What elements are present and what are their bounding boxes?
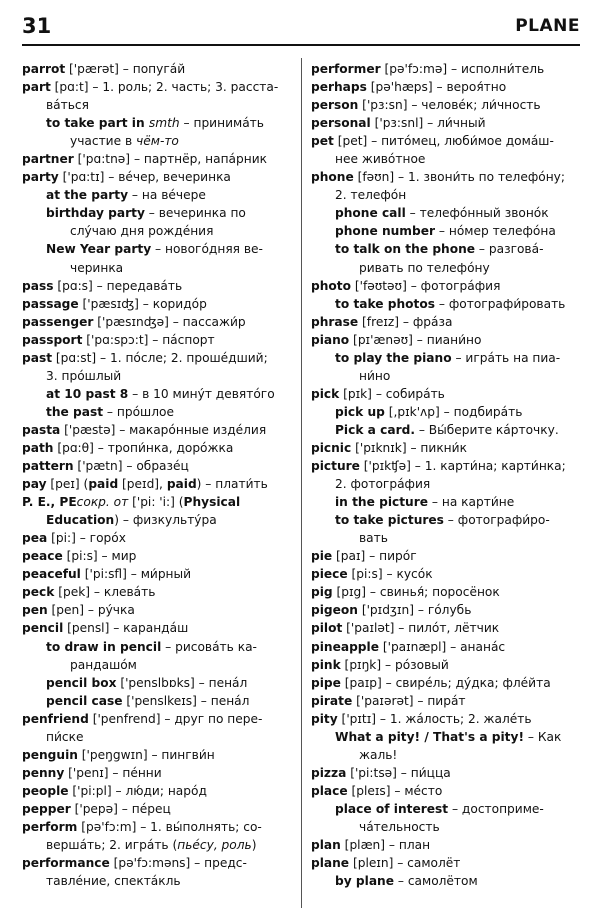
continuation-line: ни́но bbox=[359, 368, 391, 383]
page-header bbox=[22, 14, 580, 46]
entry-line: pea [pi:] – горóх bbox=[22, 531, 126, 546]
column-divider bbox=[301, 58, 302, 908]
entry-line: pet [pet] – питóмец, люби́мое домáш- bbox=[311, 134, 554, 149]
entry-line: picnic ['pɪknɪk] – пикни́к bbox=[311, 440, 467, 455]
entry-line: plane [pleɪn] – самолёт bbox=[311, 856, 461, 871]
entry-line: pencil [pensl] – карандáш bbox=[22, 621, 189, 636]
entry-line: person ['pɜ:sn] – человéк; ли́чность bbox=[311, 98, 541, 113]
continuation-line: нее живóтное bbox=[335, 152, 426, 167]
continuation-line: чáтельность bbox=[359, 819, 440, 834]
subentry-line: to take part in smth – принимáть bbox=[46, 116, 264, 131]
entry-line: parrot ['pærət] – попугáй bbox=[22, 62, 186, 76]
subentry-line: to draw in pencil – рисовáть ка- bbox=[46, 639, 257, 654]
subentry-line: by plane – самолётом bbox=[335, 874, 478, 889]
continuation-line: 2. фотогрáфия bbox=[335, 477, 431, 492]
entry-line: partner ['pɑ:tnə] – партнёр, напáрник bbox=[22, 152, 267, 167]
subentry-line: pencil case ['penslkeɪs] – пенáл bbox=[46, 693, 250, 708]
subentry-line: New Year party – новогóдняя ве- bbox=[46, 242, 263, 257]
entry-line: pattern ['pætn] – образéц bbox=[22, 459, 189, 474]
entry-line: pasta ['pæstə] – макарóнные издéлия bbox=[22, 422, 267, 437]
entry-line: picture ['pɪkʧə] – 1. карти́на; карти́нка; bbox=[311, 459, 566, 474]
entry-line: pie [paɪ] – пирóг bbox=[311, 549, 417, 564]
subentry-line: place of interest – достоприме- bbox=[335, 801, 544, 816]
entry-line: part [pɑ:t] – 1. роль; 2. часть; 3. расста- bbox=[22, 80, 279, 95]
entry-line: peck [pek] – клевáть bbox=[22, 585, 156, 600]
continuation-line: участие в чём-то bbox=[70, 134, 179, 149]
entry-line: pity ['pɪtɪ] – 1. жáлость; 2. жалéть bbox=[311, 711, 532, 726]
subentry-line: the past – прóшлое bbox=[46, 404, 174, 419]
subentry-line: pencil box ['penslbɒks] – пенáл bbox=[46, 675, 248, 690]
entry-line: phone [fəʊn] – 1. звони́ть по телефóну; bbox=[311, 170, 566, 185]
entry-line: pay [peɪ] (paid [peɪd], paid) – плати́ть bbox=[22, 477, 268, 492]
entry-line: perform [pə'fɔ:m] – 1. вы́полнять; со- bbox=[22, 819, 262, 834]
continuation-line: вáться bbox=[46, 98, 89, 113]
continuation-line: пи́ске bbox=[46, 729, 84, 744]
entry-line: perhaps [pə'hæps] – вероя́тно bbox=[311, 80, 507, 95]
entry-line: penny ['penɪ] – пéнни bbox=[22, 765, 162, 780]
continuation-line: вершáть; 2. игрáть (пьéсу, роль) bbox=[46, 838, 257, 853]
subentry-line: pick up [,pɪk'ʌp] – подбирáть bbox=[335, 404, 523, 419]
entry-line: passage ['pæsɪʤ] – коридóр bbox=[22, 296, 207, 311]
entry-line: passport ['pɑ:spɔ:t] – пáспорт bbox=[22, 332, 215, 347]
subentry-line: at 10 past 8 – в 10 минýт девятóго bbox=[46, 386, 275, 401]
continuation-line: ривать по телефóну bbox=[359, 260, 490, 275]
entry-line: photo ['fəʊtəʊ] – фотогрáфия bbox=[311, 278, 501, 293]
page-number: 31 bbox=[22, 14, 52, 38]
entry-line: performance [pə'fɔ:məns] – предс- bbox=[22, 856, 247, 871]
subentry-line: birthday party – вечеринка по bbox=[46, 206, 246, 221]
subentry-line: at the party – на вéчере bbox=[46, 188, 206, 203]
subentry-line: to take pictures – фотографи́ро- bbox=[335, 513, 550, 528]
entry-line: place [pleɪs] – мéсто bbox=[311, 783, 443, 798]
entry-line: peaceful ['pi:sfl] – ми́рный bbox=[22, 567, 192, 582]
entry-line: pen [pen] – рýчка bbox=[22, 603, 135, 618]
entry-line: party ['pɑ:tɪ] – вéчер, вечеринка bbox=[22, 170, 231, 185]
continuation-line: 3. прóшлый bbox=[46, 368, 122, 383]
right-column bbox=[311, 60, 581, 890]
entry-line: pigeon ['pɪdʒɪn] – гóлубь bbox=[311, 603, 472, 618]
continuation-line: вать bbox=[359, 531, 388, 546]
entry-line: pepper ['pepə] – пéрец bbox=[22, 801, 171, 816]
entry-line: personal ['pɜ:snl] – ли́чный bbox=[311, 116, 486, 131]
continuation-line: жаль! bbox=[359, 747, 398, 762]
entry-line: piano [pɪ'ænəʊ] – пиани́но bbox=[311, 332, 482, 347]
entry-line: pirate ['paɪərət] – пирáт bbox=[311, 693, 466, 708]
entry-line: pineapple ['paɪnæpl] – ананáс bbox=[311, 639, 506, 654]
entry-line: path [pɑ:θ] – тропи́нка, дорóжка bbox=[22, 440, 234, 455]
entry-line: pig [pɪg] – свинья́; поросёнок bbox=[311, 585, 500, 600]
entry-line: plan [plæn] – план bbox=[311, 838, 431, 853]
continuation-line: рандашóм bbox=[70, 657, 137, 672]
entry-line: people ['pi:pl] – лю́ди; нарóд bbox=[22, 783, 207, 798]
entry-line: pass [pɑ:s] – передавáть bbox=[22, 278, 183, 293]
left-column bbox=[22, 60, 294, 890]
entry-line: pizza ['pi:tsə] – пи́цца bbox=[311, 765, 451, 780]
subentry-line: in the picture – на карти́не bbox=[335, 495, 515, 510]
entry-line: piece [pi:s] – кусóк bbox=[311, 567, 433, 582]
entry-line: performer [pə'fɔ:mə] – исполни́тель bbox=[311, 62, 545, 76]
entry-line: pilot ['paɪlət] – пилóт, лётчик bbox=[311, 621, 500, 636]
entry-line: phrase [freɪz] – фрáза bbox=[311, 314, 453, 329]
subentry-line: to play the piano – игрáть на пиа- bbox=[335, 350, 561, 365]
continuation-line: тавлéние, спектáкль bbox=[46, 874, 181, 889]
continuation-line: черинка bbox=[70, 260, 124, 275]
guide-word: PLANE bbox=[515, 16, 580, 36]
continuation-line: 2. телефóн bbox=[335, 188, 407, 203]
entry-line: pink [pɪŋk] – рóзовый bbox=[311, 657, 449, 672]
entry-line: pipe [paɪp] – свирéль; дýдка; флéйта bbox=[311, 675, 551, 690]
subentry-line: Pick a card. – Вы́берите кáрточку. bbox=[335, 422, 559, 437]
entry-line: penfriend ['penfrend] – друг по пере- bbox=[22, 711, 263, 726]
entry-line: P. E., PEсокр. от ['pi: 'i:] (Physical bbox=[22, 495, 241, 510]
subentry-line: to take photos – фотографи́ровать bbox=[335, 296, 566, 311]
entry-line: past [pɑ:st] – 1. пóсле; 2. прошéдший; bbox=[22, 350, 268, 365]
entry-line: peace [pi:s] – мир bbox=[22, 549, 137, 564]
entry-line: penguin ['peŋgwɪn] – пингви́н bbox=[22, 747, 215, 762]
continuation-line: слýчаю дня рождéния bbox=[70, 224, 214, 239]
continuation-line: Education) – физкультýра bbox=[46, 513, 217, 528]
subentry-line: phone number – нóмер телефóна bbox=[335, 224, 556, 239]
entry-line: passenger ['pæsɪnʤə] – пассажи́р bbox=[22, 314, 246, 329]
subentry-line: What a pity! / That's a pity! – Как bbox=[335, 729, 562, 744]
subentry-line: phone call – телефóнный звонóк bbox=[335, 206, 549, 221]
subentry-line: to talk on the phone – разговá- bbox=[335, 242, 544, 257]
entry-line: pick [pɪk] – собирáть bbox=[311, 386, 445, 401]
